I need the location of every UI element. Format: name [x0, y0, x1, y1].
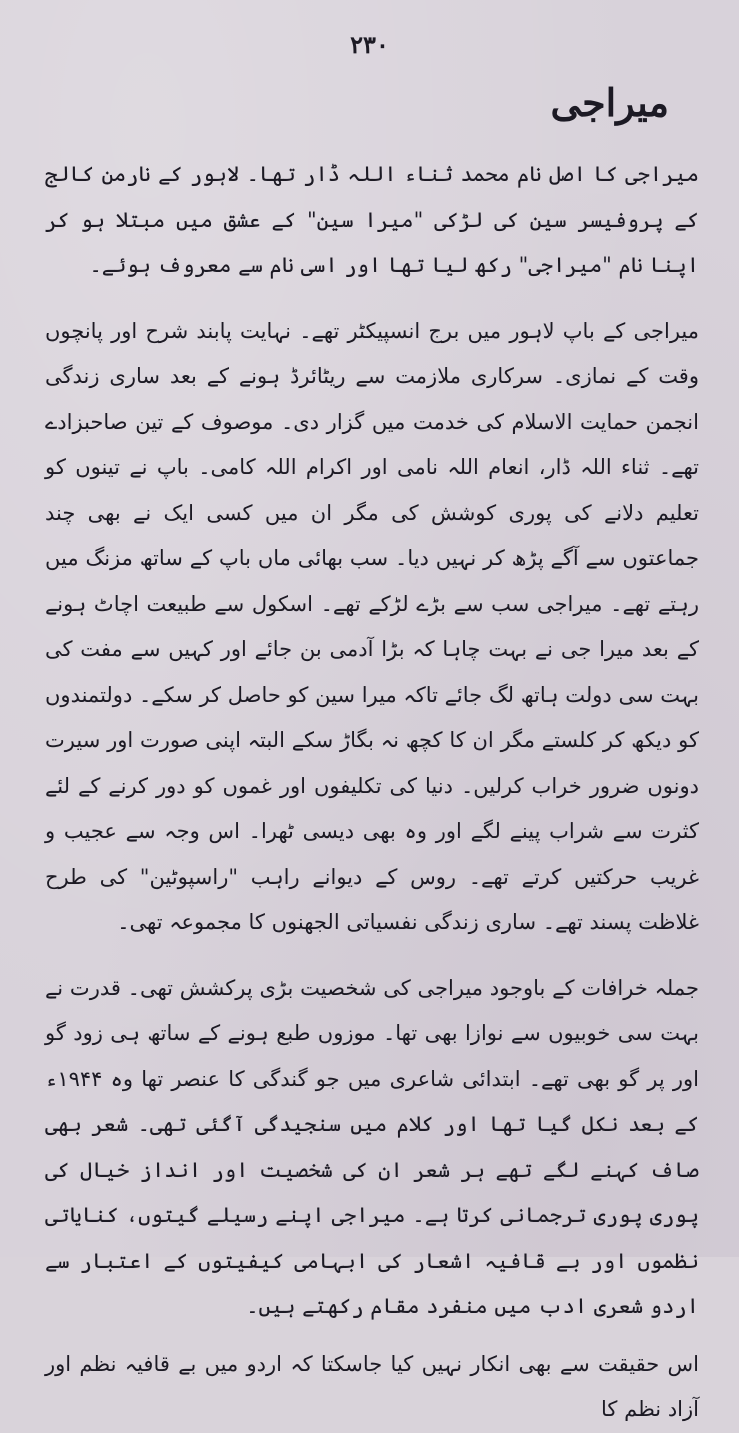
paragraph-2: میراجی کے باپ لاہور میں برج انسپیکٹر تھے۔ نہایت پابند شرح اور پانچوں وقت کے نمازی۔ سرکاری ملازمت سے ریٹائرڈ ہونے کے بعد ساری زندگی انجمن حمایت الاسلام کی خدمت میں گزار دی۔ موصوف کے تین صاحبزادے تھے۔ ثناء اللہ ڈار، انعام اللہ نامی اور اکرام اللہ کامی۔ باپ نے تینوں کو تعلیم دلانے کی پوری کوشش کی مگر ان میں کسی ایک نے بھی چند جماعتوں سے آگے پڑھ کر نہیں دیا۔ سب بھائی ماں باپ کے ساتھ مزنگ میں رہتے تھے۔ میراجی سب سے بڑے لڑکے تھے۔ اسکول سے طبیعت اچاٹ ہونے کے بعد میرا جی نے بہت چاہا کہ بڑا آدمی بن جائے اور کہیں سے مفت کی بہت سی دولت ہاتھ لگ جائے تاکہ میرا سین کو حاصل کر سکے۔ دولتمندوں کو دیکھ کر کلستے مگر ان کا کچھ نہ بگاڑ سکے البتہ اپنی صورت اور سیرت دونوں ضرور خراب کرلیں۔ دنیا کی تکلیفوں اور غموں کو دور کرنے کے لئے کثرت سے شراب پینے لگے اور وہ بھی دیسی ٹھرا۔ اس وجہ سے عجیب و غریب حرکتیں کرتے تھے۔ روس کے دیوانے راہب "راسپوٹین" کی طرح غلاظت پسند تھے۔ ساری زندگی نفسیاتی الجھنوں کا مجموعہ تھی۔	[45, 318, 699, 934]
body-text	[45, 152, 699, 1433]
paragraph-4: اس حقیقت سے بھی انکار نہیں کیا جاسکتا کہ اردو میں بے قافیہ نظم اور آزاد نظم کا	[45, 1351, 699, 1421]
paragraph-3: جملہ خرافات کے باوجود میراجی کی شخصیت بڑی پرکشش تھی۔ قدرت نے بہت سی خوبیوں سے نوازا بھی تھا۔ موزوں طبع ہونے کے ساتھ ہی زود گو اور پر گو بھی تھے۔ ابتدائی شاعری میں جو گندگی کا عنصر تھا وہ ۱۹۴۴ء کے بعد نکل گیا تھا اور کلام میں سنجیدگی آگئی تھی۔ شعر بھی صاف کہنے لگے تھے ہر شعر ان کی شخصیت اور انداز خیال کی پوری پوری ترجمانی کرتا ہے۔ میراجی اپنے رسیلے گیتوں، کنایاتی نظموں اور بے قافیہ اشعار کی ابہامی کیفیتوں کے اعتبار سے اردو شعری ادب میں منفرد مقام رکھتے ہیں۔	[45, 975, 699, 1318]
chapter-title: میراجی	[550, 80, 669, 125]
page-number: ۲۳۰	[350, 30, 389, 59]
paragraph-1: میراجی کا اصل نام محمد ثناء اللہ ڈار تھا۔ لاہور کے نارمن کالج کے پروفیسر سین کی لڑکی "میرا سین" کے عشق میں مبتلا ہو کر اپنا نام "میراجی" رکھ لیا تھا اور اسی نام سے معروف ہوئے۔	[45, 162, 699, 277]
